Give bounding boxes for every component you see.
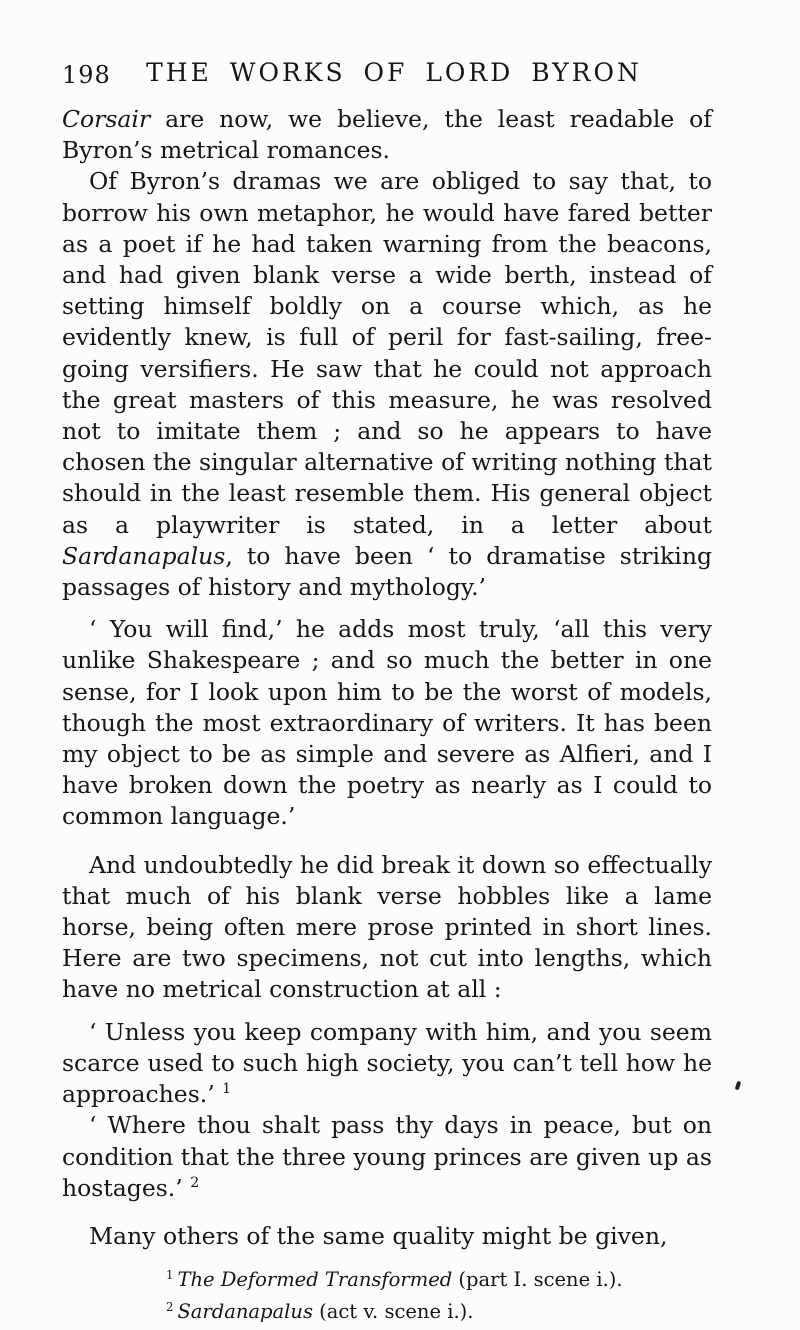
footnote-1: $^1$ The Deformed Transformed (part I. scene i.). — [166, 1267, 623, 1292]
body-text — [62, 104, 712, 1328]
paragraph-specimen-2: ‘ Where thou shalt pass thy days in peace, but on condition that the three young princes are given up as hostages.’ $^2$ — [62, 1111, 712, 1202]
footnote-2: $^2$ Sardanapalus (act v. scene i.). — [166, 1299, 474, 1324]
paragraph-break-it-down: And undoubtedly he did break it down so effectually that much of his blank verse hobbles like a lame horse, being often mere prose printed in short lines. Here are two specimens, not cut into lengths, which have no metrical construction at all : — [62, 850, 712, 1004]
paragraph-specimen-1: ‘ Unless you keep company with him, and you seem scarce used to such high society, you can’t tell how he approaches.’ $^1$ — [62, 1017, 712, 1109]
paragraph-quote-letter: ‘ You will find,’ he adds most truly, ‘all this very unlike Shakespeare ; and so much the better in one sense, for I look upon him to be the worst of models, though the most extraordinary of writers. It has been my object to be as simple and severe as Alfieri, and I have broken down the poetry as nearly as I could to common language.’ — [62, 615, 712, 831]
paragraph-many-others: Many others of the same quality might be given, — [89, 1221, 668, 1250]
running-title: THE WORKS OF LORD BYRON — [146, 58, 642, 87]
paragraph-byrons-dramas: Of Byron’s dramas we are obliged to say that, to borrow his own metaphor, he would have fared better as a poet if he had taken warning from the beacons, and had given blank verse a wide berth, instead of setting himself boldly on a course which, as he evidently knew, is full of peril for fast-sailing, free-going versifiers. He saw that he could not approach the great masters of this measure, he was resolved not to imitate them ; and so he appears to have chosen the singular alternative of writing nothing that should in the least resemble them. His general object as a playwriter is stated, in a letter about Sardanapalus, to have been ‘ to dramatise striking passages of history and mythology.’ — [62, 167, 712, 602]
scan-artifact-speck — [735, 1081, 742, 1091]
page-number: 198 — [62, 61, 111, 89]
footnotes — [62, 1264, 712, 1328]
page-header — [62, 58, 712, 92]
paragraph-corsair: Corsair are now, we believe, the least readable of Byron’s metrical romances. — [62, 105, 712, 165]
